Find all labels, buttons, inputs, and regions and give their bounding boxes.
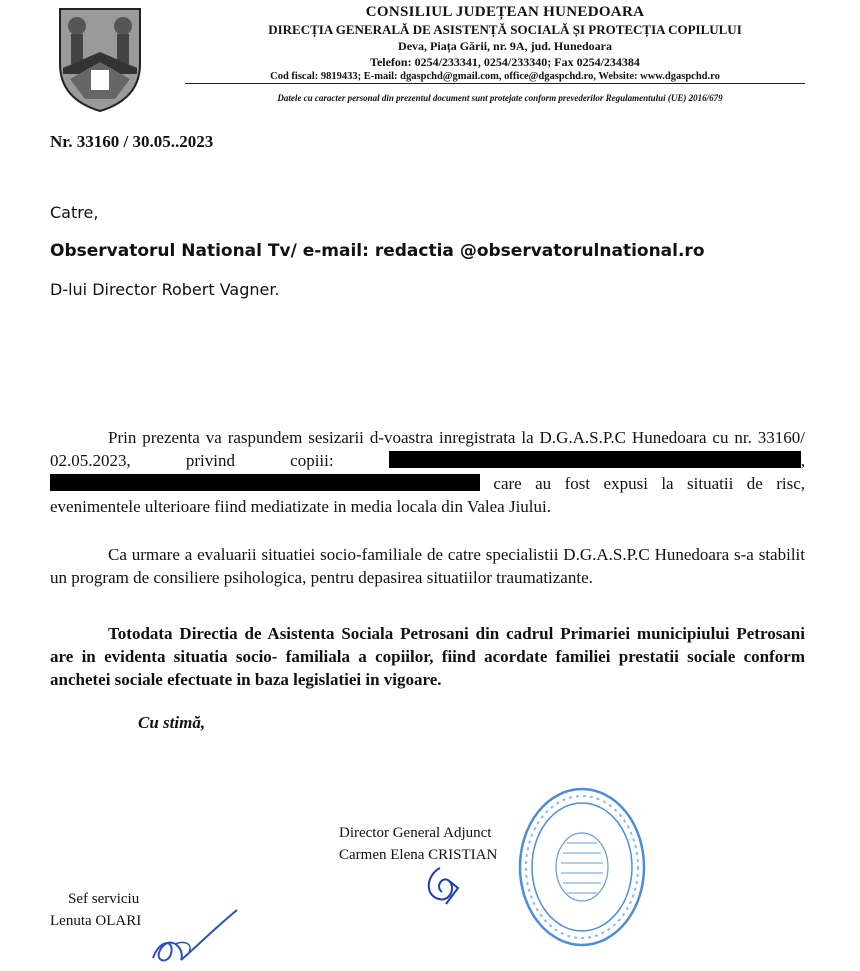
director-signature — [420, 860, 480, 910]
paragraph-1-comma: , — [800, 451, 805, 470]
paragraph-1 — [50, 426, 805, 518]
paragraph-2-text: Ca urmare a evaluarii situatiei socio-familiale de catre specialistii D.G.A.S.P.C Hunedoara s-a stabilit un program de consiliere psihologica, pentru depasirea situatiilor traumatizante. — [50, 545, 805, 587]
document-number: Nr. 33160 / 30.05..2023 — [50, 132, 214, 151]
header-org: CONSILIUL JUDEȚEAN HUNEDOARA — [365, 4, 645, 20]
chief-name: Lenuta OLARI — [50, 913, 142, 929]
paragraph-2 — [50, 543, 805, 589]
paragraph-1-end: care au fost expusi la situatii de risc, evenimentele ulterioare fiind mediatizate in media locala din Valea Jiului. — [50, 474, 805, 516]
coat-of-arms-icon — [55, 4, 145, 114]
chief-title: Sef serviciu — [68, 891, 140, 907]
chief-signature — [145, 900, 245, 970]
director-title: Director General Adjunct — [339, 825, 492, 841]
recipient: Observatorul National Tv/ e-mail: redactia @observatorulnational.ro — [50, 241, 705, 261]
recipient-director: D-lui Director Robert Vagner. — [50, 280, 280, 299]
header-phones: Telefon: 0254/233341, 0254/233340; Fax 0254/234384 — [370, 55, 640, 69]
to-label: Catre, — [50, 203, 99, 222]
header-address: Deva, Piața Gării, nr. 9A, jud. Hunedoara — [398, 39, 612, 53]
director-name: Carmen Elena CRISTIAN — [339, 847, 498, 863]
paragraph-3-text: Totodata Directia de Asistenta Sociala Petrosani din cadrul Primariei municipiului Petrosani are in evidenta situatia socio- familiala a copiilor, fiind acordate familiei prestatii sociale conform anchetei sociale efectuate in baza legislatiei in vigoare. — [50, 624, 805, 689]
header-directorate: DIRECȚIA GENERALĂ DE ASISTENȚĂ SOCIALĂ ȘI PROTECȚIA COPILULUI — [268, 22, 742, 37]
redaction-bar — [50, 474, 480, 491]
stamp-icon — [515, 785, 650, 950]
closing: Cu stimă, — [138, 713, 206, 732]
paragraph-3 — [50, 622, 805, 691]
header-fiscal: Cod fiscal: 9819433; E-mail: dgaspchd@gmail.com, office@dgaspchd.ro, Website: www.dgaspchd.ro — [185, 71, 805, 84]
chief-block — [50, 888, 141, 932]
paragraph-1-start: Prin prezenta va raspundem sesizarii d-voastra inregistrata la D.G.A.S.P.C Hunedoara cu nr. 33160/ 02.05.2023, privind copiii: — [50, 428, 805, 470]
header-gdpr: Datele cu caracter personal din prezentul document sunt protejate conform prevederilor Regulamentului (UE) 2016/679 — [277, 93, 723, 103]
redaction-bar — [389, 451, 801, 468]
